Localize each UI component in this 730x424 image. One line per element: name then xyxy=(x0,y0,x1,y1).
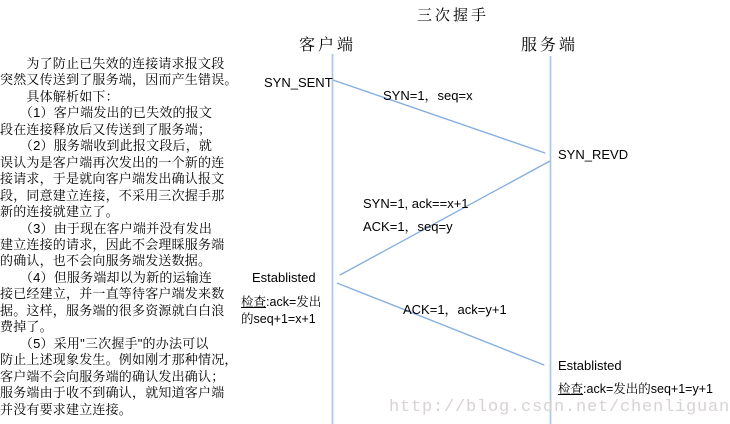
text-line: 为了防止已失效的连接请求报文段 xyxy=(0,56,225,71)
text-line: 据。这样，服务端的很多资源就白白浪 xyxy=(0,302,225,318)
msg-ack: ACK=1，ack=y+1 xyxy=(403,302,507,317)
text-line: 新的连接就建立了。 xyxy=(0,204,119,220)
text-line: 费掉了。 xyxy=(0,319,53,335)
diagram-title: 三次握手 xyxy=(417,7,490,24)
state-established-server: Establisted xyxy=(558,358,622,373)
text-line: （3）由于现在客户端并没有发出 xyxy=(0,220,213,236)
text-line: 突然又传送到了服务端，因而产生错误。 xyxy=(0,72,238,88)
check-word-underlined: 检查 xyxy=(558,382,584,396)
text-line: 段在连接释放后又传送到了服务端； xyxy=(0,121,212,137)
server-label: 服务端 xyxy=(521,37,579,54)
text-line: 建立连接的请求，因此不会理睬服务端 xyxy=(0,236,225,252)
msg-synack-line1: SYN=1, ack==x+1 xyxy=(363,196,469,211)
client-check-line2: 的seq+1=x+1 xyxy=(241,312,316,326)
client-check-note xyxy=(241,294,321,328)
text-line: 接已经建立，并一直等待客户端发来数 xyxy=(0,286,225,302)
arrow-ack xyxy=(337,283,544,365)
text-line: 误认为是客户端再次发出的一个新的连 xyxy=(0,154,225,170)
server-check-rest: :ack=发出的seq+1=y+1 xyxy=(583,382,713,396)
msg-synack-line2: ACK=1，seq=y xyxy=(363,219,453,234)
state-syn-revd: SYN_REVD xyxy=(558,147,629,162)
state-syn-sent: SYN_SENT xyxy=(264,75,333,90)
text-line: 接请求，于是就向客户端发出确认报文 xyxy=(0,171,225,187)
text-line: 的确认，也不会向服务端发送数据。 xyxy=(0,253,212,269)
text-line: 段，同意建立连接，不采用三次握手那 xyxy=(0,187,225,203)
text-line: 防止上述现象发生。例如刚才那种情况， xyxy=(0,352,238,368)
text-line: （2）服务端收到此报文段后，就 xyxy=(0,138,213,154)
text-line: （1）客户端发出的已失效的报文 xyxy=(0,105,213,121)
text-line: 客户端不会向服务端的确认发出确认； xyxy=(0,368,225,384)
check-word-underlined: 检查 xyxy=(241,295,267,309)
text-line: （4）但服务端却以为新的运输连 xyxy=(0,269,213,285)
csdn-watermark: http://blog.csdn.net/chenliguan xyxy=(389,398,730,417)
client-label: 客户端 xyxy=(299,37,357,54)
msg-syn: SYN=1，seq=x xyxy=(383,88,473,103)
server-check-note xyxy=(558,381,713,398)
text-line: 并没有要求建立连接。 xyxy=(0,401,133,417)
explanation-text xyxy=(0,56,258,418)
text-line: 服务端由于收不到确认，就知道客户端 xyxy=(0,385,225,401)
text-line: 具体解析如下： xyxy=(0,88,119,104)
client-check-line1 xyxy=(241,294,321,311)
text-line: （5）采用"三次握手"的办法可以 xyxy=(0,335,209,351)
client-check-rest: :ack=发出 xyxy=(266,295,322,309)
state-established-client: Establisted xyxy=(252,270,316,285)
